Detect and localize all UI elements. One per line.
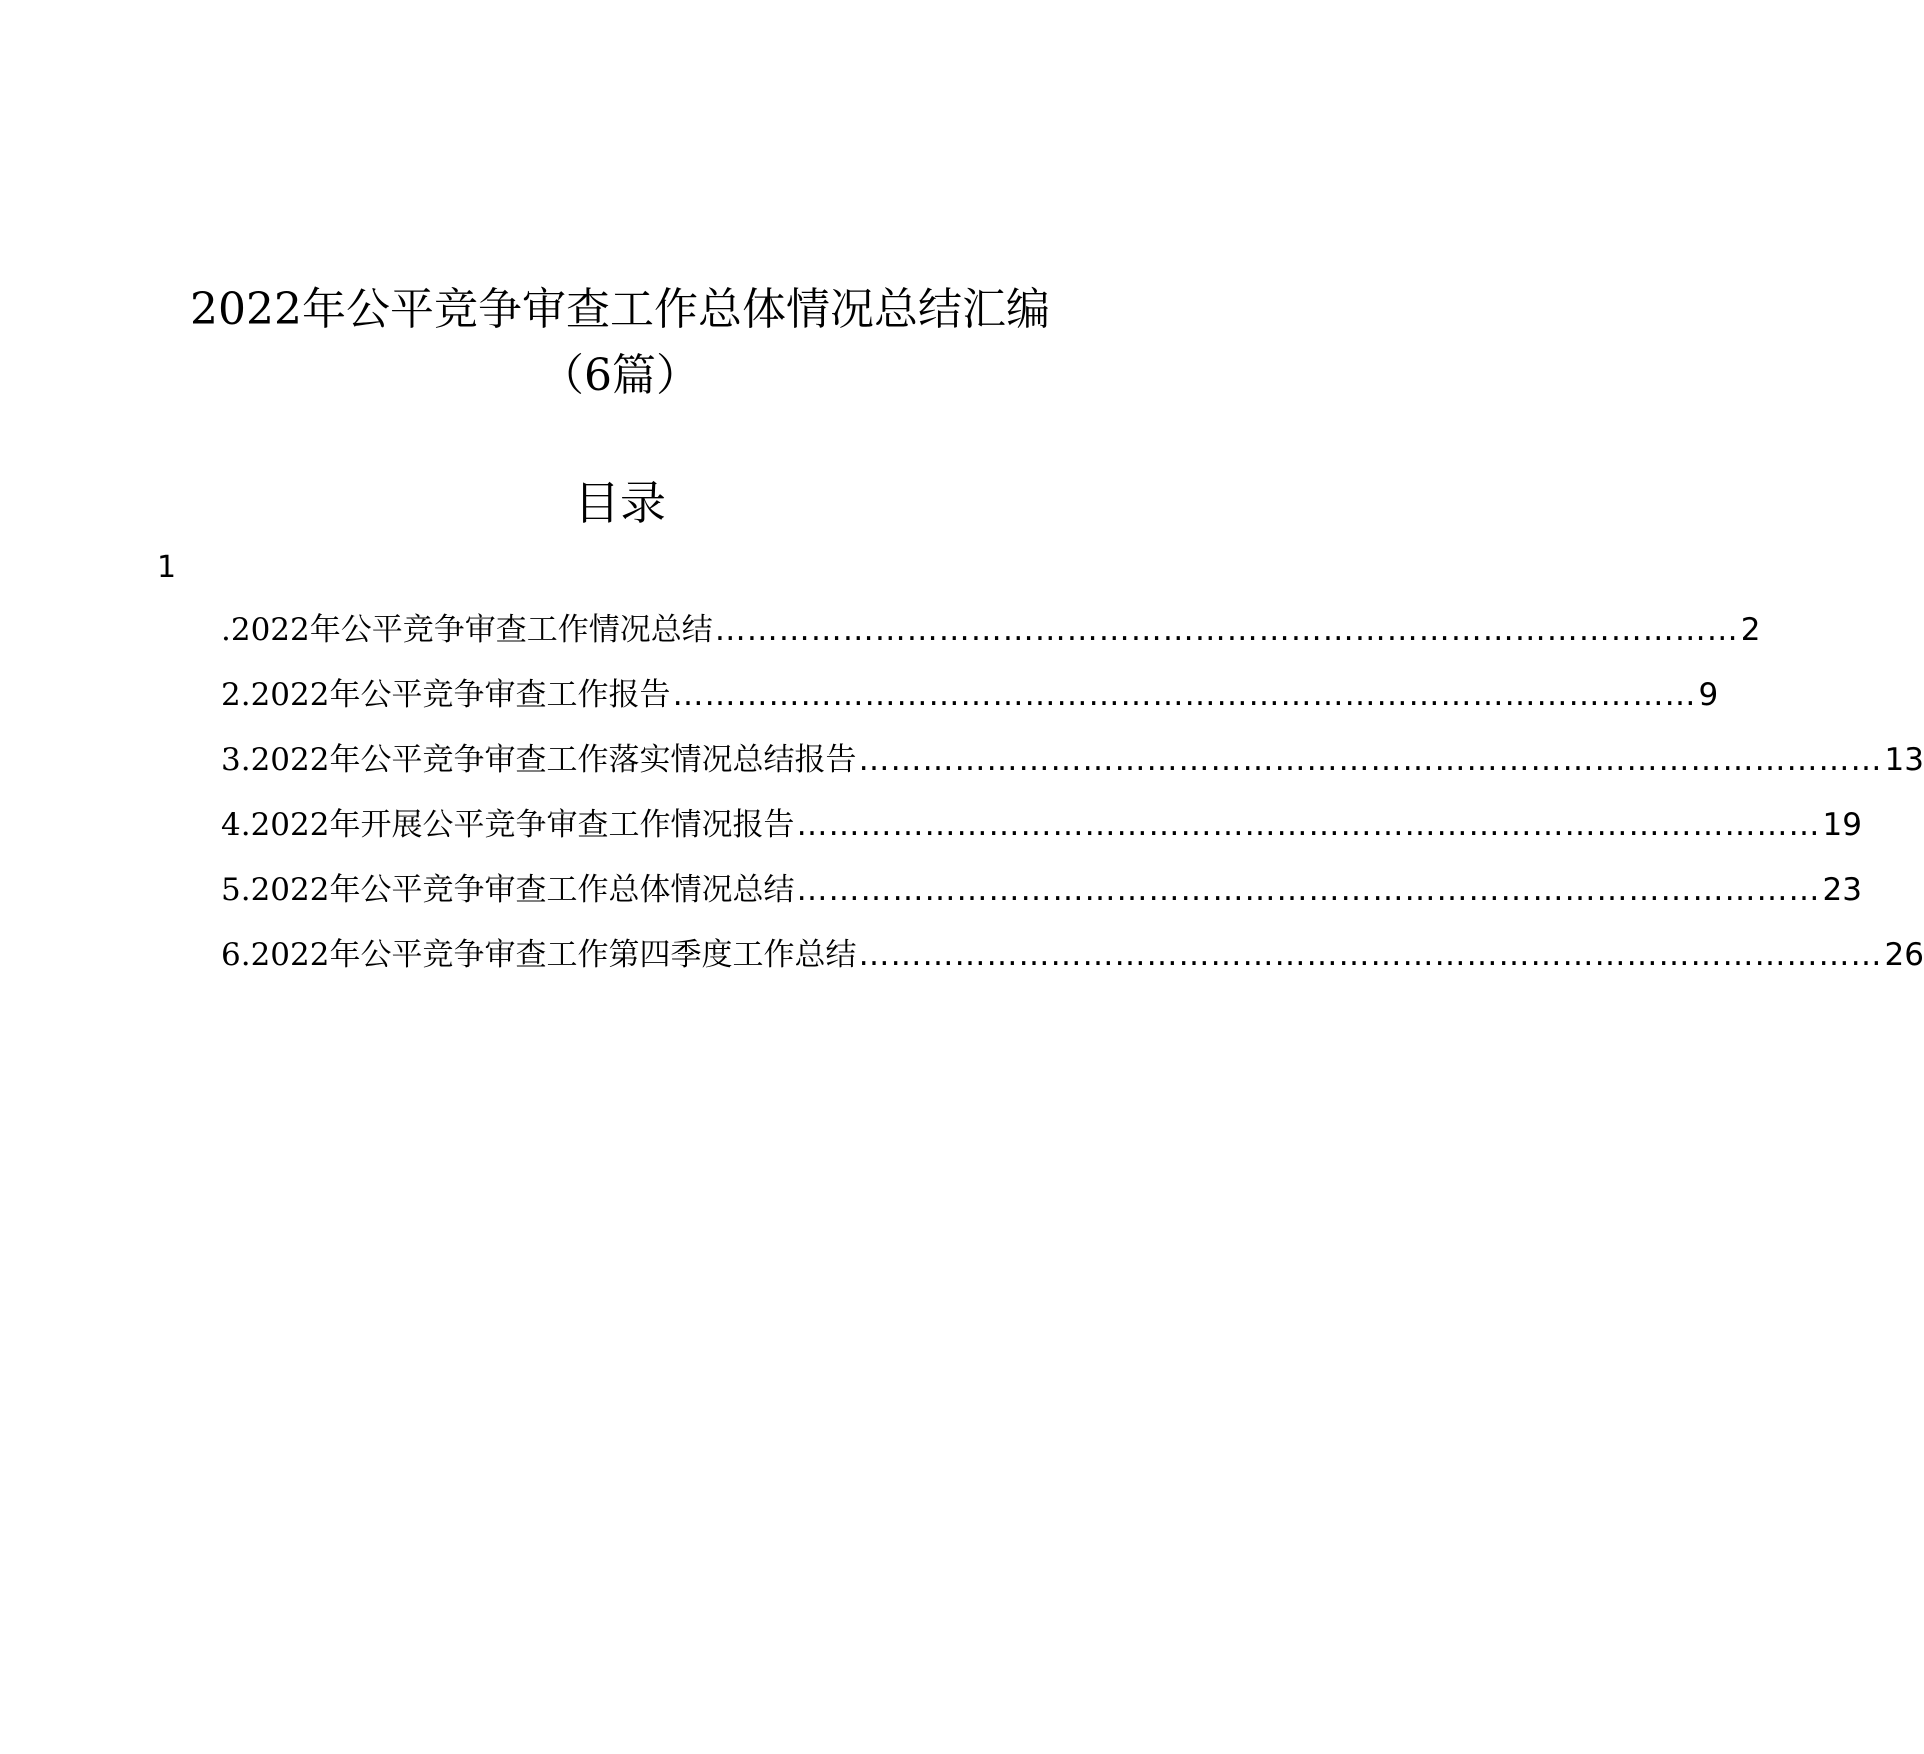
document-title-line-1: 2022年公平竞争审查工作总体情况总结汇编	[190, 284, 1050, 335]
toc-leader-dots: ……………………………………………………………………………………	[796, 807, 1821, 843]
toc-entry[interactable]	[221, 805, 1862, 870]
toc-leader-dots: ……………………………………………………………………………………	[858, 742, 1883, 778]
toc-entry-title: 6.2022年公平竞争审查工作第四季度工作总结	[221, 937, 857, 973]
toc-entry-title: 5.2022年公平竞争审查工作总体情况总结	[221, 872, 795, 908]
toc-entry[interactable]	[221, 675, 1719, 740]
toc-leader-dots: ……………………………………………………………………………………	[858, 937, 1883, 973]
toc-item-number: 1	[157, 550, 177, 585]
toc-leader-dots: ……………………………………………………………………………………	[796, 872, 1821, 908]
toc-entry-page: 13	[1884, 742, 1924, 778]
toc-entry-title: 4.2022年开展公平竞争审查工作情况报告	[221, 807, 795, 843]
toc-entry[interactable]	[221, 610, 1761, 675]
toc-entry-title: 3.2022年公平竞争审查工作落实情况总结报告	[221, 742, 857, 778]
toc-entry-page: 23	[1822, 872, 1862, 908]
document-title-line-2: （6篇）	[540, 350, 700, 401]
table-of-contents	[221, 610, 1924, 1000]
toc-entry-title: 2.2022年公平竞争审查工作报告	[221, 677, 671, 713]
toc-heading: 目录	[574, 476, 666, 530]
toc-leader-dots: ……………………………………………………………………………………	[714, 612, 1739, 648]
toc-entry-title: .2022年公平竞争审查工作情况总结	[221, 612, 713, 648]
toc-entry[interactable]	[221, 935, 1924, 1000]
toc-entry[interactable]	[221, 740, 1924, 805]
toc-entry-page: 26	[1884, 937, 1924, 973]
toc-entry-page: 19	[1822, 807, 1862, 843]
toc-entry[interactable]	[221, 870, 1862, 935]
toc-entry-page: 2	[1740, 612, 1761, 648]
toc-leader-dots: ……………………………………………………………………………………	[672, 677, 1697, 713]
toc-entry-page: 9	[1698, 677, 1719, 713]
